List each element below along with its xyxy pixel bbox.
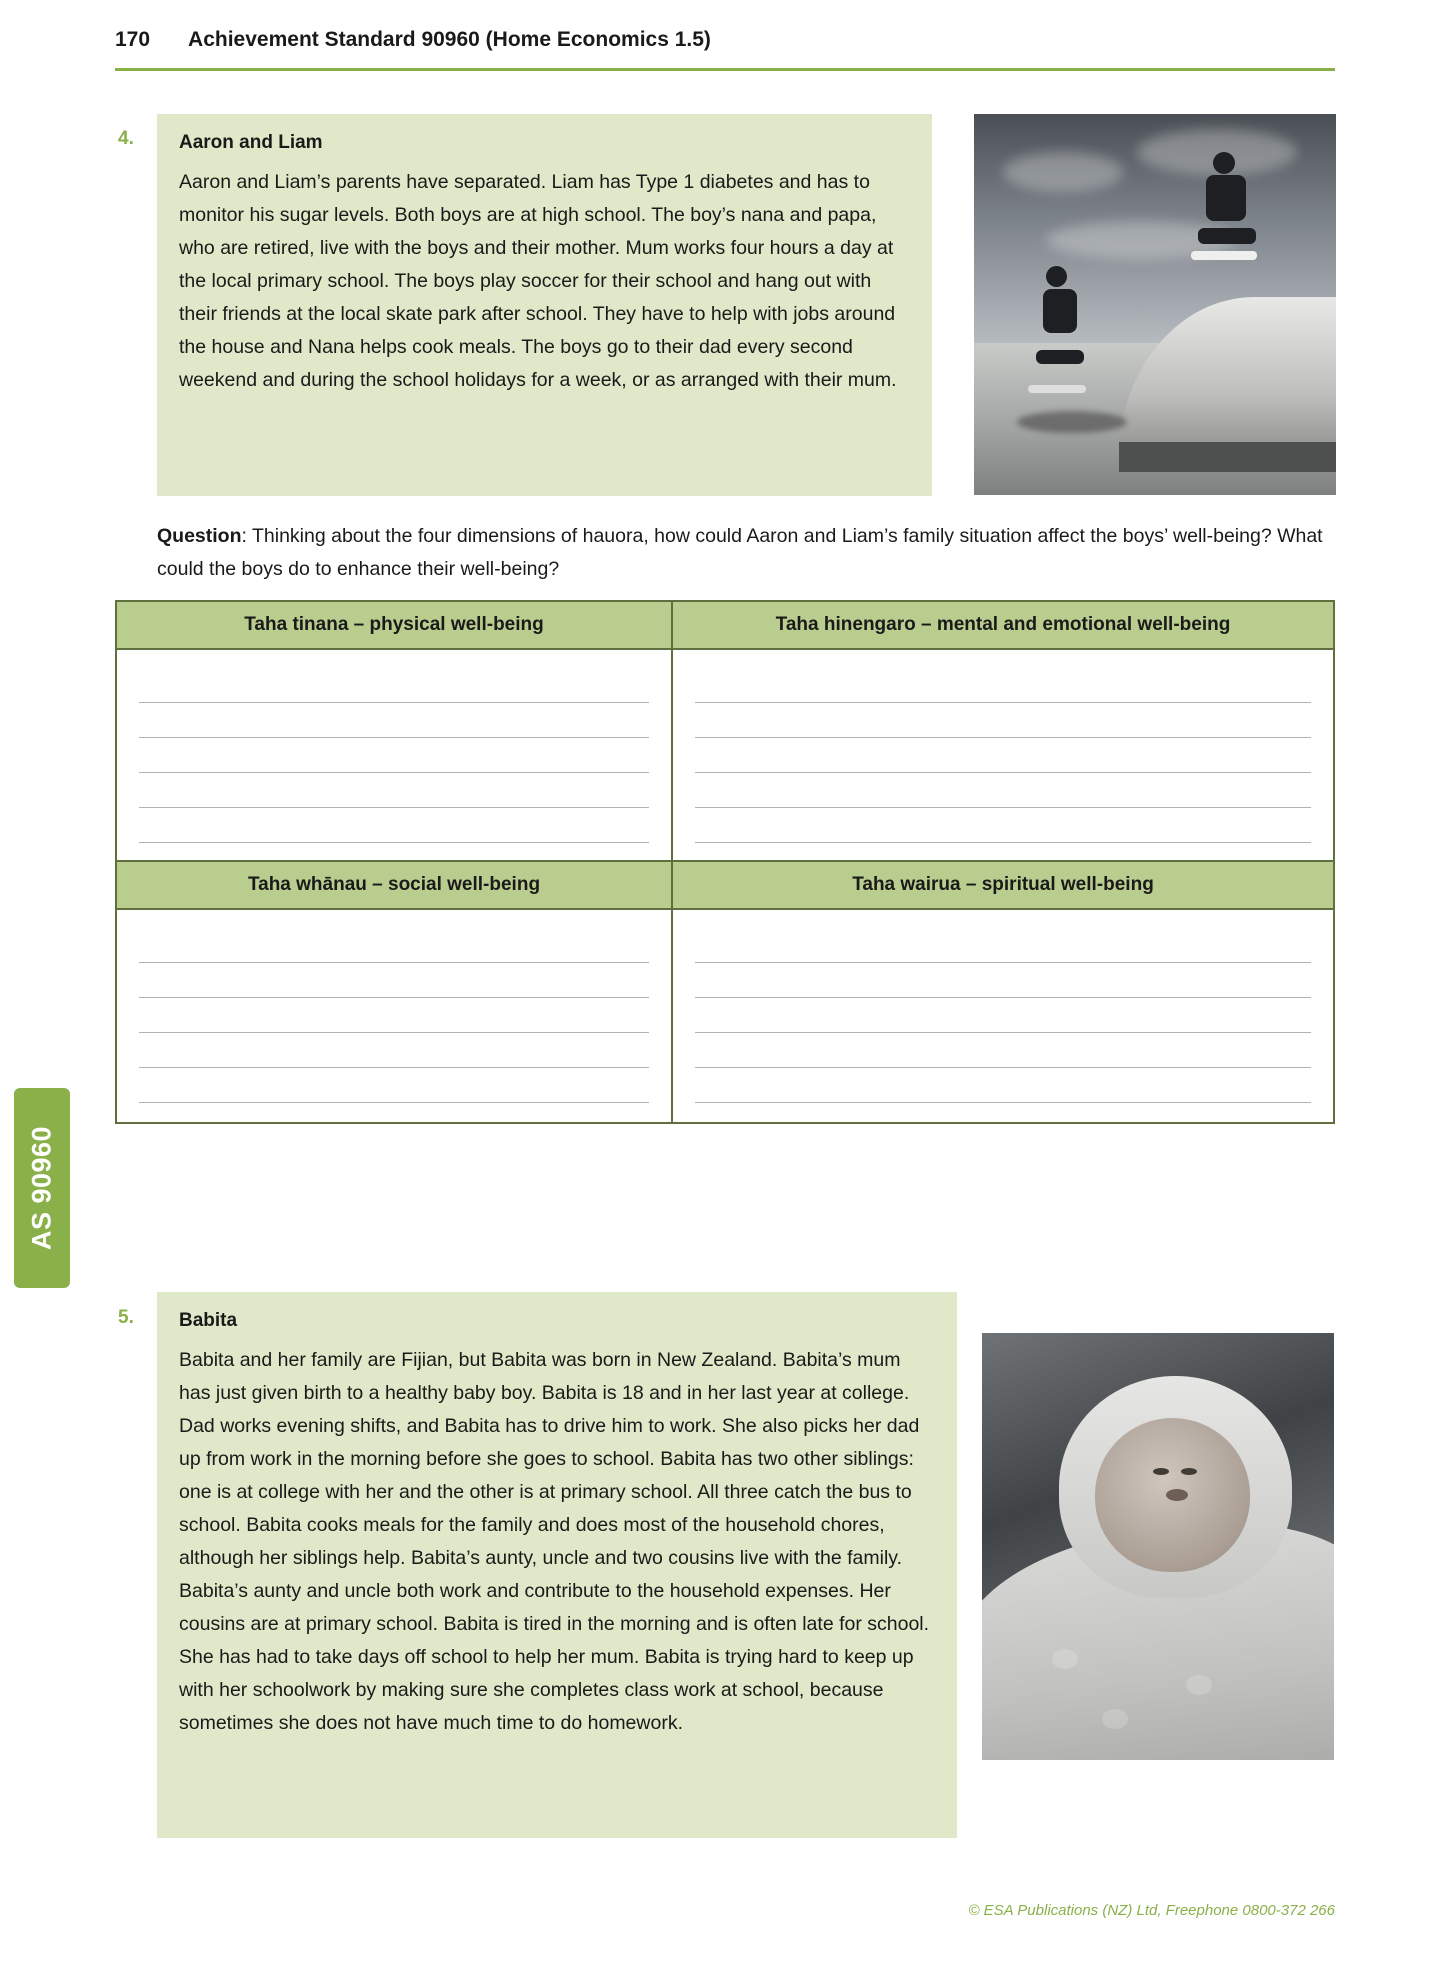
writing-line: [139, 738, 649, 773]
hauora-answer-grid: [115, 600, 1335, 1124]
grid-header-taha-hinengaro: Taha hinengaro – mental and emotional well-being: [673, 602, 1333, 650]
question-4-scenario-panel: [157, 114, 932, 496]
skate-ramp-base: [1119, 442, 1336, 472]
question-5-scenario-body: Babita and her family are Fijian, but Babita was born in New Zealand. Babita’s mum has just given birth to a healthy baby boy. Babita is 18 and in her last year at college. Dad works evening shifts, and Babita has to drive him to work. She also picks her dad up from work in the morning before she goes to school. Babita has two other siblings: one is at college with her and the other is at primary school. All three catch the bus to school. Babita cooks meals for the family and does most of the household chores, although her siblings help. Babita’s aunty, uncle and two cousins live with the family. Babita’s aunty and uncle both work and contribute to the household expenses. Her cousins are at primary school. Babita is tired in the morning and is often late for school. She has had to take days off school to help her mum. Babita is trying hard to keep up with her schoolwork by making sure she completes class work at school, because sometimes she does not have much time to do homework.: [179, 1349, 930, 1734]
eye-shape: [1153, 1468, 1169, 1475]
answer-cell-taha-hinengaro[interactable]: [673, 650, 1333, 862]
writing-line: [695, 928, 1311, 963]
writing-line: [139, 703, 649, 738]
question-prompt: [157, 520, 1337, 586]
footer-copyright: © ESA Publications (NZ) Ltd, Freephone 0800-372 266: [968, 1902, 1335, 1919]
page-number: 170: [115, 28, 151, 51]
question-prompt-label: Question: [157, 525, 242, 547]
question-5-scenario-title: Babita: [179, 1310, 238, 1331]
cloud-shape: [1003, 152, 1123, 192]
baby-face-shape: [1095, 1418, 1250, 1572]
question-5-number: 5.: [118, 1307, 134, 1328]
question-4-scenario-body: Aaron and Liam’s parents have separated. Liam has Type 1 diabetes and has to monitor his sugar levels. Both boys are at high school. The boy’s nana and papa, who are retired, live with the boys and their mother. Mum works four hours a day at the local primary school. The boys play soccer for their school and hang out with their friends at the local skate park after school. They have to help with jobs around the house and Nana helps cook meals. The boys go to their dad every second weekend and during the school holidays for a week, or as arranged with their mum.: [179, 171, 897, 391]
question-4-scenario-title: Aaron and Liam: [179, 132, 323, 153]
question-5-scenario-panel: [157, 1292, 957, 1838]
blanket-pattern-dot: [1186, 1675, 1212, 1695]
header-divider: [115, 68, 1335, 71]
writing-line: [695, 1068, 1311, 1103]
writing-line: [139, 1033, 649, 1068]
blanket-pattern-dot: [1102, 1709, 1128, 1729]
answer-cell-taha-whanau[interactable]: [117, 910, 673, 1122]
skate-park-photo: [974, 114, 1336, 495]
writing-line: [139, 928, 649, 963]
writing-line: [139, 808, 649, 843]
writing-line: [695, 963, 1311, 998]
skater-head-shape: [1213, 152, 1235, 174]
standard-side-tab: [14, 1088, 70, 1288]
answer-cell-taha-wairua[interactable]: [673, 910, 1333, 1122]
eye-shape: [1181, 1468, 1197, 1475]
writing-line: [139, 668, 649, 703]
skateboard-shape: [1191, 251, 1257, 260]
writing-line: [695, 773, 1311, 808]
skater-body-shape: [1206, 175, 1246, 221]
writing-line: [695, 998, 1311, 1033]
question-prompt-text: : Thinking about the four dimensions of hauora, how could Aaron and Liam’s family situation affect the boys’ well-being? What could the boys do to enhance their well-being?: [157, 525, 1323, 580]
writing-line: [695, 668, 1311, 703]
mouth-shape: [1166, 1489, 1188, 1501]
answer-cell-taha-tinana[interactable]: [117, 650, 673, 862]
writing-line: [695, 703, 1311, 738]
writing-line: [695, 1033, 1311, 1068]
writing-line: [695, 738, 1311, 773]
writing-line: [139, 998, 649, 1033]
grid-header-taha-wairua: Taha wairua – spiritual well-being: [673, 862, 1333, 910]
grid-header-taha-tinana: Taha tinana – physical well-being: [117, 602, 673, 650]
page-title: Achievement Standard 90960 (Home Economics 1.5): [188, 28, 711, 51]
writing-line: [695, 808, 1311, 843]
skater-leg-shape: [1036, 350, 1084, 364]
question-4-number: 4.: [118, 128, 134, 149]
skater-body-shape: [1043, 289, 1077, 333]
writing-line: [139, 773, 649, 808]
page-header: [115, 28, 1335, 52]
baby-photo: [982, 1333, 1334, 1760]
grid-header-taha-whanau: Taha whānau – social well-being: [117, 862, 673, 910]
skateboard-shape: [1028, 385, 1086, 393]
writing-line: [139, 963, 649, 998]
skater-leg-shape: [1198, 228, 1256, 244]
standard-side-tab-label: AS 90960: [26, 1125, 57, 1251]
writing-line: [139, 1068, 649, 1103]
